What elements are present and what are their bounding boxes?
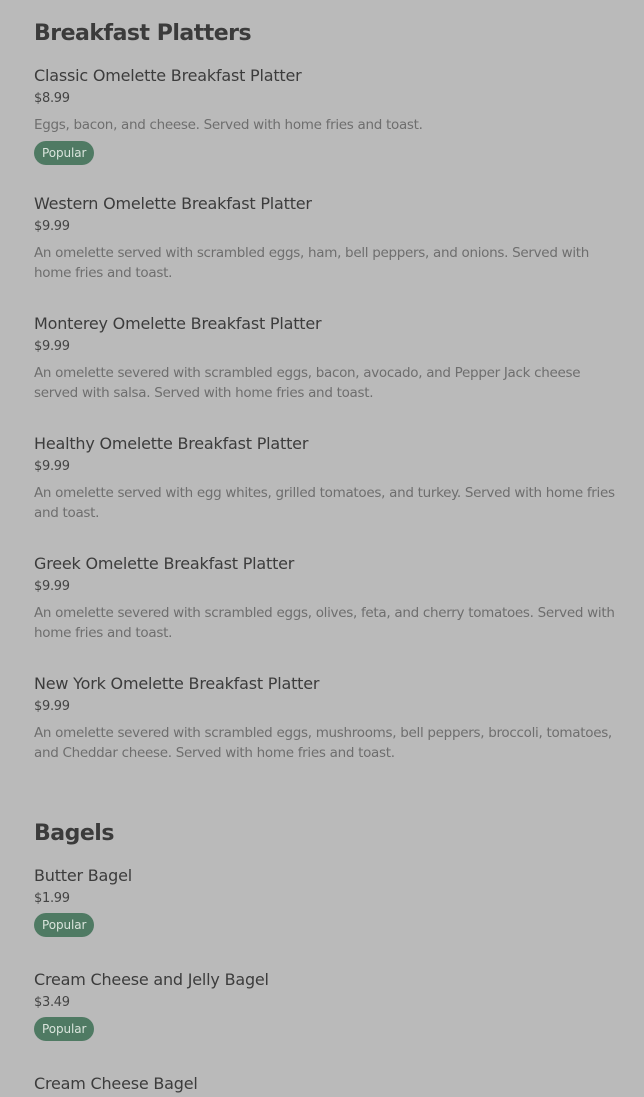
menu-item-name: Classic Omelette Breakfast Platter xyxy=(34,66,302,85)
popular-badge: Popular xyxy=(34,913,94,937)
popular-badge: Popular xyxy=(34,1017,94,1041)
menu-item-description: Eggs, bacon, and cheese. Served with home fries and toast. xyxy=(34,117,423,133)
menu-item-new-york-omelette[interactable] xyxy=(34,674,614,763)
menu-item-price: $9.99 xyxy=(34,219,70,234)
menu-item-description: An omelette served with egg whites, grilled tomatoes, and turkey. Served with home fries and toast. xyxy=(34,485,615,521)
menu-item-name: Butter Bagel xyxy=(34,866,132,885)
menu-item-price: $9.99 xyxy=(34,579,70,594)
menu-item-monterey-omelette[interactable] xyxy=(34,314,614,403)
section-title-breakfast-platters: Breakfast Platters xyxy=(34,21,252,46)
menu-item-price: $9.99 xyxy=(34,339,70,354)
menu-item-price: $3.49 xyxy=(34,995,70,1010)
menu-item-greek-omelette[interactable] xyxy=(34,554,614,643)
menu-item-description: An omelette severed with scrambled eggs, bacon, avocado, and Pepper Jack cheese served with salsa. Served with home fries and toast. xyxy=(34,365,581,401)
menu-item-cream-cheese-jelly-bagel[interactable] xyxy=(34,970,614,1041)
menu-item-description: An omelette severed with scrambled eggs, olives, feta, and cherry tomatoes. Served with home fries and toast. xyxy=(34,605,615,641)
menu-item-price: $9.99 xyxy=(34,699,70,714)
menu-item-price: $9.99 xyxy=(34,459,70,474)
menu-item-description: An omelette severed with scrambled eggs, mushrooms, bell peppers, broccoli, tomatoes, and Cheddar cheese. Served with home fries and toast. xyxy=(34,725,612,761)
menu-item-name: Monterey Omelette Breakfast Platter xyxy=(34,314,322,333)
menu-item-name: Greek Omelette Breakfast Platter xyxy=(34,554,295,573)
menu-item-name: Healthy Omelette Breakfast Platter xyxy=(34,434,309,453)
menu-item-price: $1.99 xyxy=(34,891,70,906)
menu-item-name: Cream Cheese Bagel xyxy=(34,1074,198,1093)
popular-badge: Popular xyxy=(34,141,94,165)
menu-item-description: An omelette served with scrambled eggs, ham, bell peppers, and onions. Served with home fries and toast. xyxy=(34,245,590,281)
menu-item-healthy-omelette[interactable] xyxy=(34,434,614,523)
menu-item-price: $8.99 xyxy=(34,91,70,106)
section-title-bagels: Bagels xyxy=(34,821,114,846)
menu-item-cream-cheese-bagel[interactable] xyxy=(34,1074,614,1094)
menu-item-name: Western Omelette Breakfast Platter xyxy=(34,194,312,213)
menu-item-name: Cream Cheese and Jelly Bagel xyxy=(34,970,269,989)
menu-item-name: New York Omelette Breakfast Platter xyxy=(34,674,320,693)
menu-item-classic-omelette[interactable] xyxy=(34,66,614,165)
menu-item-western-omelette[interactable] xyxy=(34,194,614,283)
menu-item-butter-bagel[interactable] xyxy=(34,866,614,937)
